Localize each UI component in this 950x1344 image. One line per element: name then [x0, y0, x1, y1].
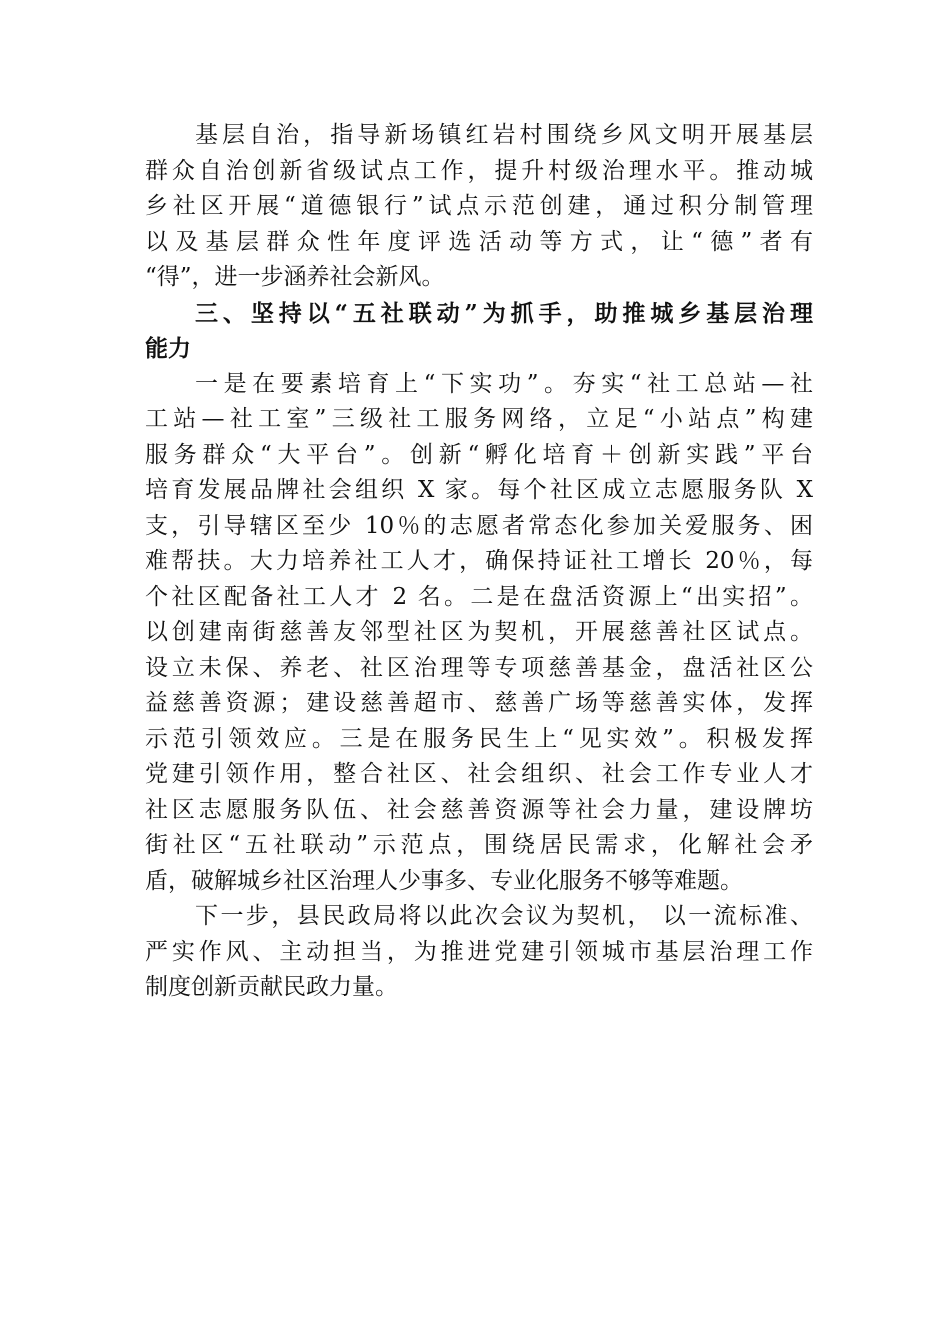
text-line: “得”，进一步涵养社会新风。	[145, 264, 445, 290]
text-line: 支，引导辖区至少 10％的志愿者常态化参加关爱服务、困	[145, 512, 813, 539]
text-line: 社区志愿服务队伍、社会慈善资源等社会力量，建设牌坊	[145, 796, 813, 823]
heading-line: 三、坚持以“五社联动”为抓手，助推城乡基层治理	[195, 299, 813, 327]
text-line: 乡社区开展“道德银行”试点示范创建，通过积分制管理	[145, 193, 813, 219]
text-line: 制度创新贡献民政力量。	[145, 974, 398, 1000]
text-line: 个社区配备社工人才 2 名。二是在盘活资源上“出实招”。	[145, 583, 813, 610]
text-line: 服务群众“大平台”。创新“孵化培育＋创新实践”平台	[145, 441, 813, 468]
text-line: 示范引领效应。三是在服务民生上“见实效”。积极发挥	[145, 725, 813, 752]
text-line: 设立未保、养老、社区治理等专项慈善基金，盘活社区公	[145, 654, 813, 681]
text-line: 群众自治创新省级试点工作，提升村级治理水平。推动城	[145, 157, 813, 184]
heading-line: 能力	[145, 335, 191, 362]
text-line: 以创建南街慈善友邻型社区为契机，开展慈善社区试点。	[145, 619, 813, 645]
text-line: 工站—社工室”三级社工服务网络，立足“小站点”构建	[145, 406, 813, 432]
text-line: 益慈善资源；建设慈善超市、慈善广场等慈善实体，发挥	[145, 690, 813, 716]
text-line: 盾，破解城乡社区治理人少事多、专业化服务不够等难题。	[145, 867, 743, 894]
text-line: 以及基层群众性年度评选活动等方式，让“德”者有	[145, 228, 813, 255]
paragraph-next-steps	[145, 899, 813, 1006]
text-line: 严实作风、主动担当，为推进党建引领城市基层治理工作	[145, 938, 813, 965]
text-line: 街社区“五社联动”示范点，围绕居民需求，化解社会矛	[145, 832, 813, 858]
text-line: 党建引领作用，整合社区、社会组织、社会工作专业人才	[145, 761, 813, 787]
text-line: 培育发展品牌社会组织 X 家。每个社区成立志愿服务队 X	[145, 477, 813, 503]
paragraph-grassroots-autonomy	[145, 118, 813, 296]
text-line: 下一步，县民政局将以此次会议为契机， 以一流标准、	[195, 903, 813, 929]
section-heading-three	[145, 296, 813, 367]
text-line: 一是在要素培育上“下实功”。夯实“社工总站—社	[195, 370, 813, 397]
text-line: 基层自治，指导新场镇红岩村围绕乡风文明开展基层	[195, 122, 813, 148]
text-line: 难帮扶。大力培养社工人才，确保持证社工增长 20％，每	[145, 548, 813, 574]
paragraph-five-society-linkage	[145, 367, 813, 900]
